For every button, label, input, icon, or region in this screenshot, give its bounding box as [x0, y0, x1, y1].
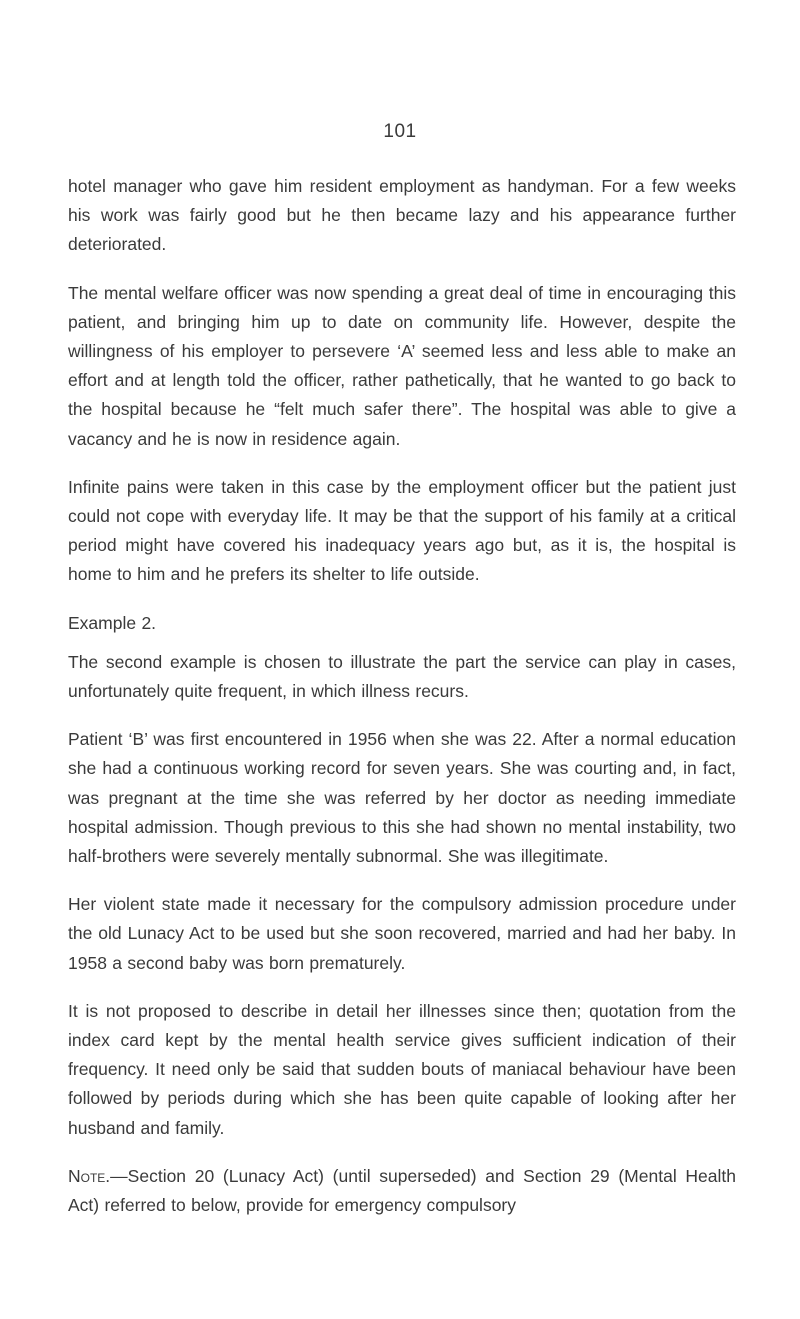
paragraph-6: Her violent state made it necessary for the compulsory admission procedure under the old Lunacy Act to be used but she soon recovered, married and had her baby. In 1958 a second baby was born prematurely. — [68, 894, 736, 973]
paragraph-3: Infinite pains were taken in this case by the employment officer but the patient just could not cope with everyday life. It may be that the support of his family at a critical period might have covered his inadequacy years ago but, as it is, the hospital is home to him and he prefers its shelter to life outside. — [68, 476, 736, 585]
note-paragraph — [68, 1162, 736, 1220]
note-text: —Section 20 (Lunacy Act) (until superseded) and Section 29 (Mental Health Act) referred to below, provide for emergency compulsory — [68, 1165, 736, 1216]
body-text — [68, 172, 736, 1239]
example-heading: Example 2. — [68, 612, 157, 633]
paragraph-1: hotel manager who gave him resident employment as handyman. For a few weeks his work was fairly good but he then became lazy and his appearance further deteriorated. — [68, 176, 736, 255]
paragraph-4: The second example is chosen to illustrate the part the service can play in cases, unfortunately quite frequent, in which illness recurs. — [68, 651, 736, 702]
paragraph-5: Patient ‘B’ was first encountered in 1956 when she was 22. After a normal education she had a continuous working record for seven years. She was courting and, in fact, was pregnant at the time she was referred by her doctor as needing immediate hospital admission. Though previous to this she had shown no mental instability, two half-brothers were severely mentally subnormal. She was illegitimate. — [68, 729, 736, 867]
paragraph-7: It is not proposed to describe in detail her illnesses since then; quotation from the index card kept by the mental health service gives sufficient indication of their frequency. It need only be said that sudden bouts of maniacal behaviour have been followed by periods during which she has been quite capable of looking after her husband and family. — [68, 1000, 736, 1138]
paragraph-2: The mental welfare officer was now spending a great deal of time in encouraging this patient, and bringing him up to date on community life. However, despite the willingness of his employer to persevere ‘A’ seemed less and less able to make an effort and at length told the officer, rather pathetically, that he wanted to go back to the hospital because he “felt much safer there”. The hospital was able to give a vacancy and he is now in residence again. — [68, 282, 736, 449]
note-label: Note. — [68, 1165, 111, 1186]
page-number: 101 — [383, 121, 417, 142]
